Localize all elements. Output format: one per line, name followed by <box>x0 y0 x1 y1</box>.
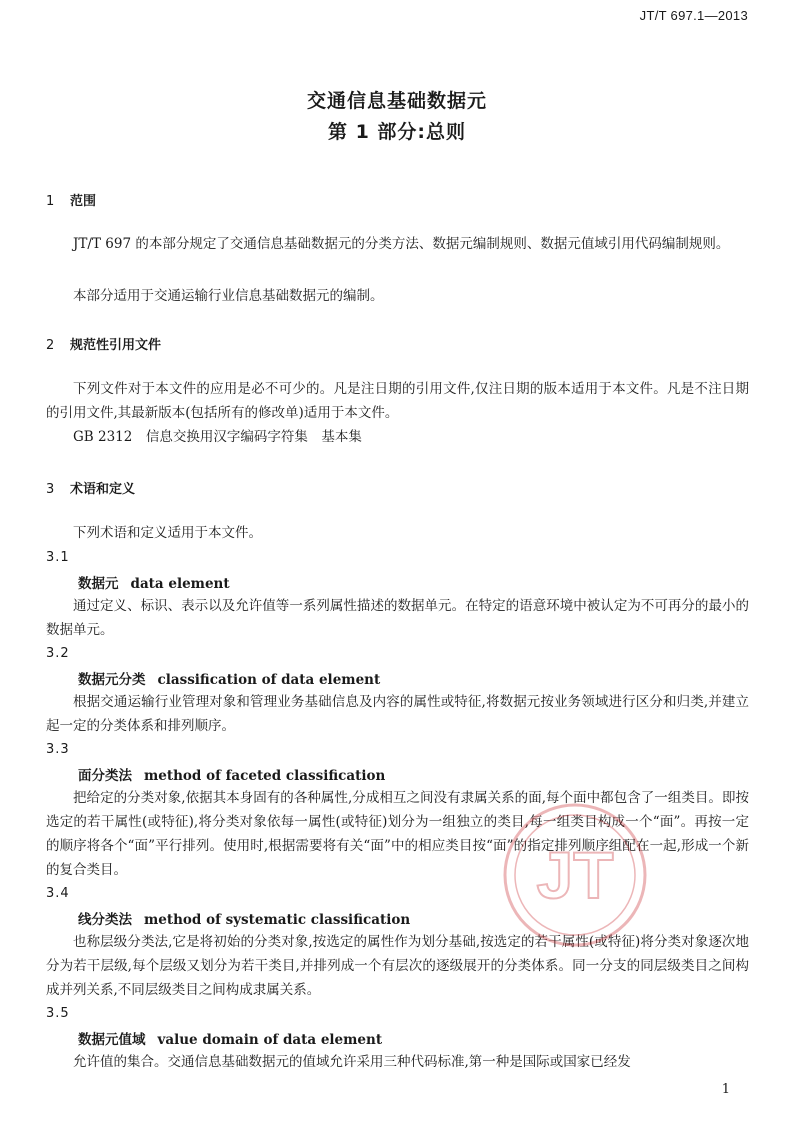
terms-intro: 下列术语和定义适用于本文件。 <box>73 525 262 541</box>
term-cn: 数据元 <box>78 576 119 592</box>
term-definition: 允许值的集合。交通信息基础数据元的值域允许采用三种代码标准,第一种是国际或国家已经发 <box>73 1054 631 1070</box>
watermark-text: JT <box>536 838 614 912</box>
term-heading <box>78 1028 382 1048</box>
term-cn: 数据元值域 <box>78 1032 146 1048</box>
term-en: data element <box>130 576 230 592</box>
term-number: 3.1 <box>46 550 70 565</box>
scope-paragraph-1: JT/T 697 的本部分规定了交通信息基础数据元的分类方法、数据元编制规则、数据元值域引用代码编制规则。 <box>73 236 730 252</box>
term-definition: 通过定义、标识、表示以及允许值等一系列属性描述的数据单元。在特定的语意环境中被认定为不可再分的最小的数据单元。 <box>46 598 749 638</box>
section-title: 术语和定义 <box>70 482 136 497</box>
term-en: classification of data element <box>157 672 381 688</box>
term-cn: 线分类法 <box>78 912 132 928</box>
section-heading-2 <box>46 334 161 353</box>
section-heading-3 <box>46 478 135 497</box>
term-en: value domain of data element <box>157 1032 383 1048</box>
term-cn: 面分类法 <box>78 768 132 784</box>
standard-code: JT/T 697.1—2013 <box>639 8 748 23</box>
section-heading-1 <box>46 190 96 209</box>
term-heading <box>78 764 385 784</box>
section-title: 范围 <box>70 194 97 209</box>
term-definition: 把给定的分类对象,依据其本身固有的各种属性,分成相互之间没有隶属关系的面,每个面中都包含了一组类目。即按选定的若干属性(或特征),将分类对象依每一属性(或特征)划分为一组独立的类目,每一组类目构成一个“面”。再按一定的顺序将各个“面”平行排列。使用时,根据需要将有关“面”中的相应类目按“面”的指定排列顺序组配在一起,形成一个新的复合类目。 <box>46 790 749 878</box>
term-en: method of faceted classification <box>144 768 386 784</box>
section-number: 3 <box>46 482 55 497</box>
term-en: method of systematic classification <box>144 912 411 928</box>
normative-paragraph: 下列文件对于本文件的应用是必不可少的。凡是注日期的引用文件,仅注日期的版本适用于本文件。凡是不注日期的引用文件,其最新版本(包括所有的修改单)适用于本文件。 <box>46 381 749 421</box>
term-heading <box>78 668 380 688</box>
term-cn: 数据元分类 <box>78 672 146 688</box>
term-heading <box>78 908 410 928</box>
term-number: 3.4 <box>46 886 70 901</box>
term-number: 3.3 <box>46 742 70 757</box>
page-number: 1 <box>721 1082 730 1097</box>
document-subtitle: 第 1 部分:总则 <box>327 121 467 143</box>
scope-paragraph-2: 本部分适用于交通运输行业信息基础数据元的编制。 <box>73 288 384 304</box>
normative-reference: GB 2312 信息交换用汉字编码字符集 基本集 <box>73 429 362 445</box>
term-definition: 根据交通运输行业管理对象和管理业务基础信息及内容的属性或特征,将数据元按业务领域进行区分和归类,并建立起一定的分类体系和排列顺序。 <box>46 694 749 734</box>
term-number: 3.5 <box>46 1006 70 1021</box>
section-number: 1 <box>46 194 55 209</box>
term-number: 3.2 <box>46 646 70 661</box>
section-title: 规范性引用文件 <box>70 338 162 353</box>
term-definition: 也称层级分类法,它是将初始的分类对象,按选定的属性作为划分基础,按选定的若干属性(或特征)将分类对象逐次地分为若干层级,每个层级又划分为若干类目,并排列成一个有层次的逐级展开的分类体系。同一分支的同层级类目之间构成并列关系,不同层级类目之间构成隶属关系。 <box>46 934 749 998</box>
section-number: 2 <box>46 338 55 353</box>
term-heading <box>78 572 230 592</box>
document-title: 交通信息基础数据元 <box>306 90 487 112</box>
